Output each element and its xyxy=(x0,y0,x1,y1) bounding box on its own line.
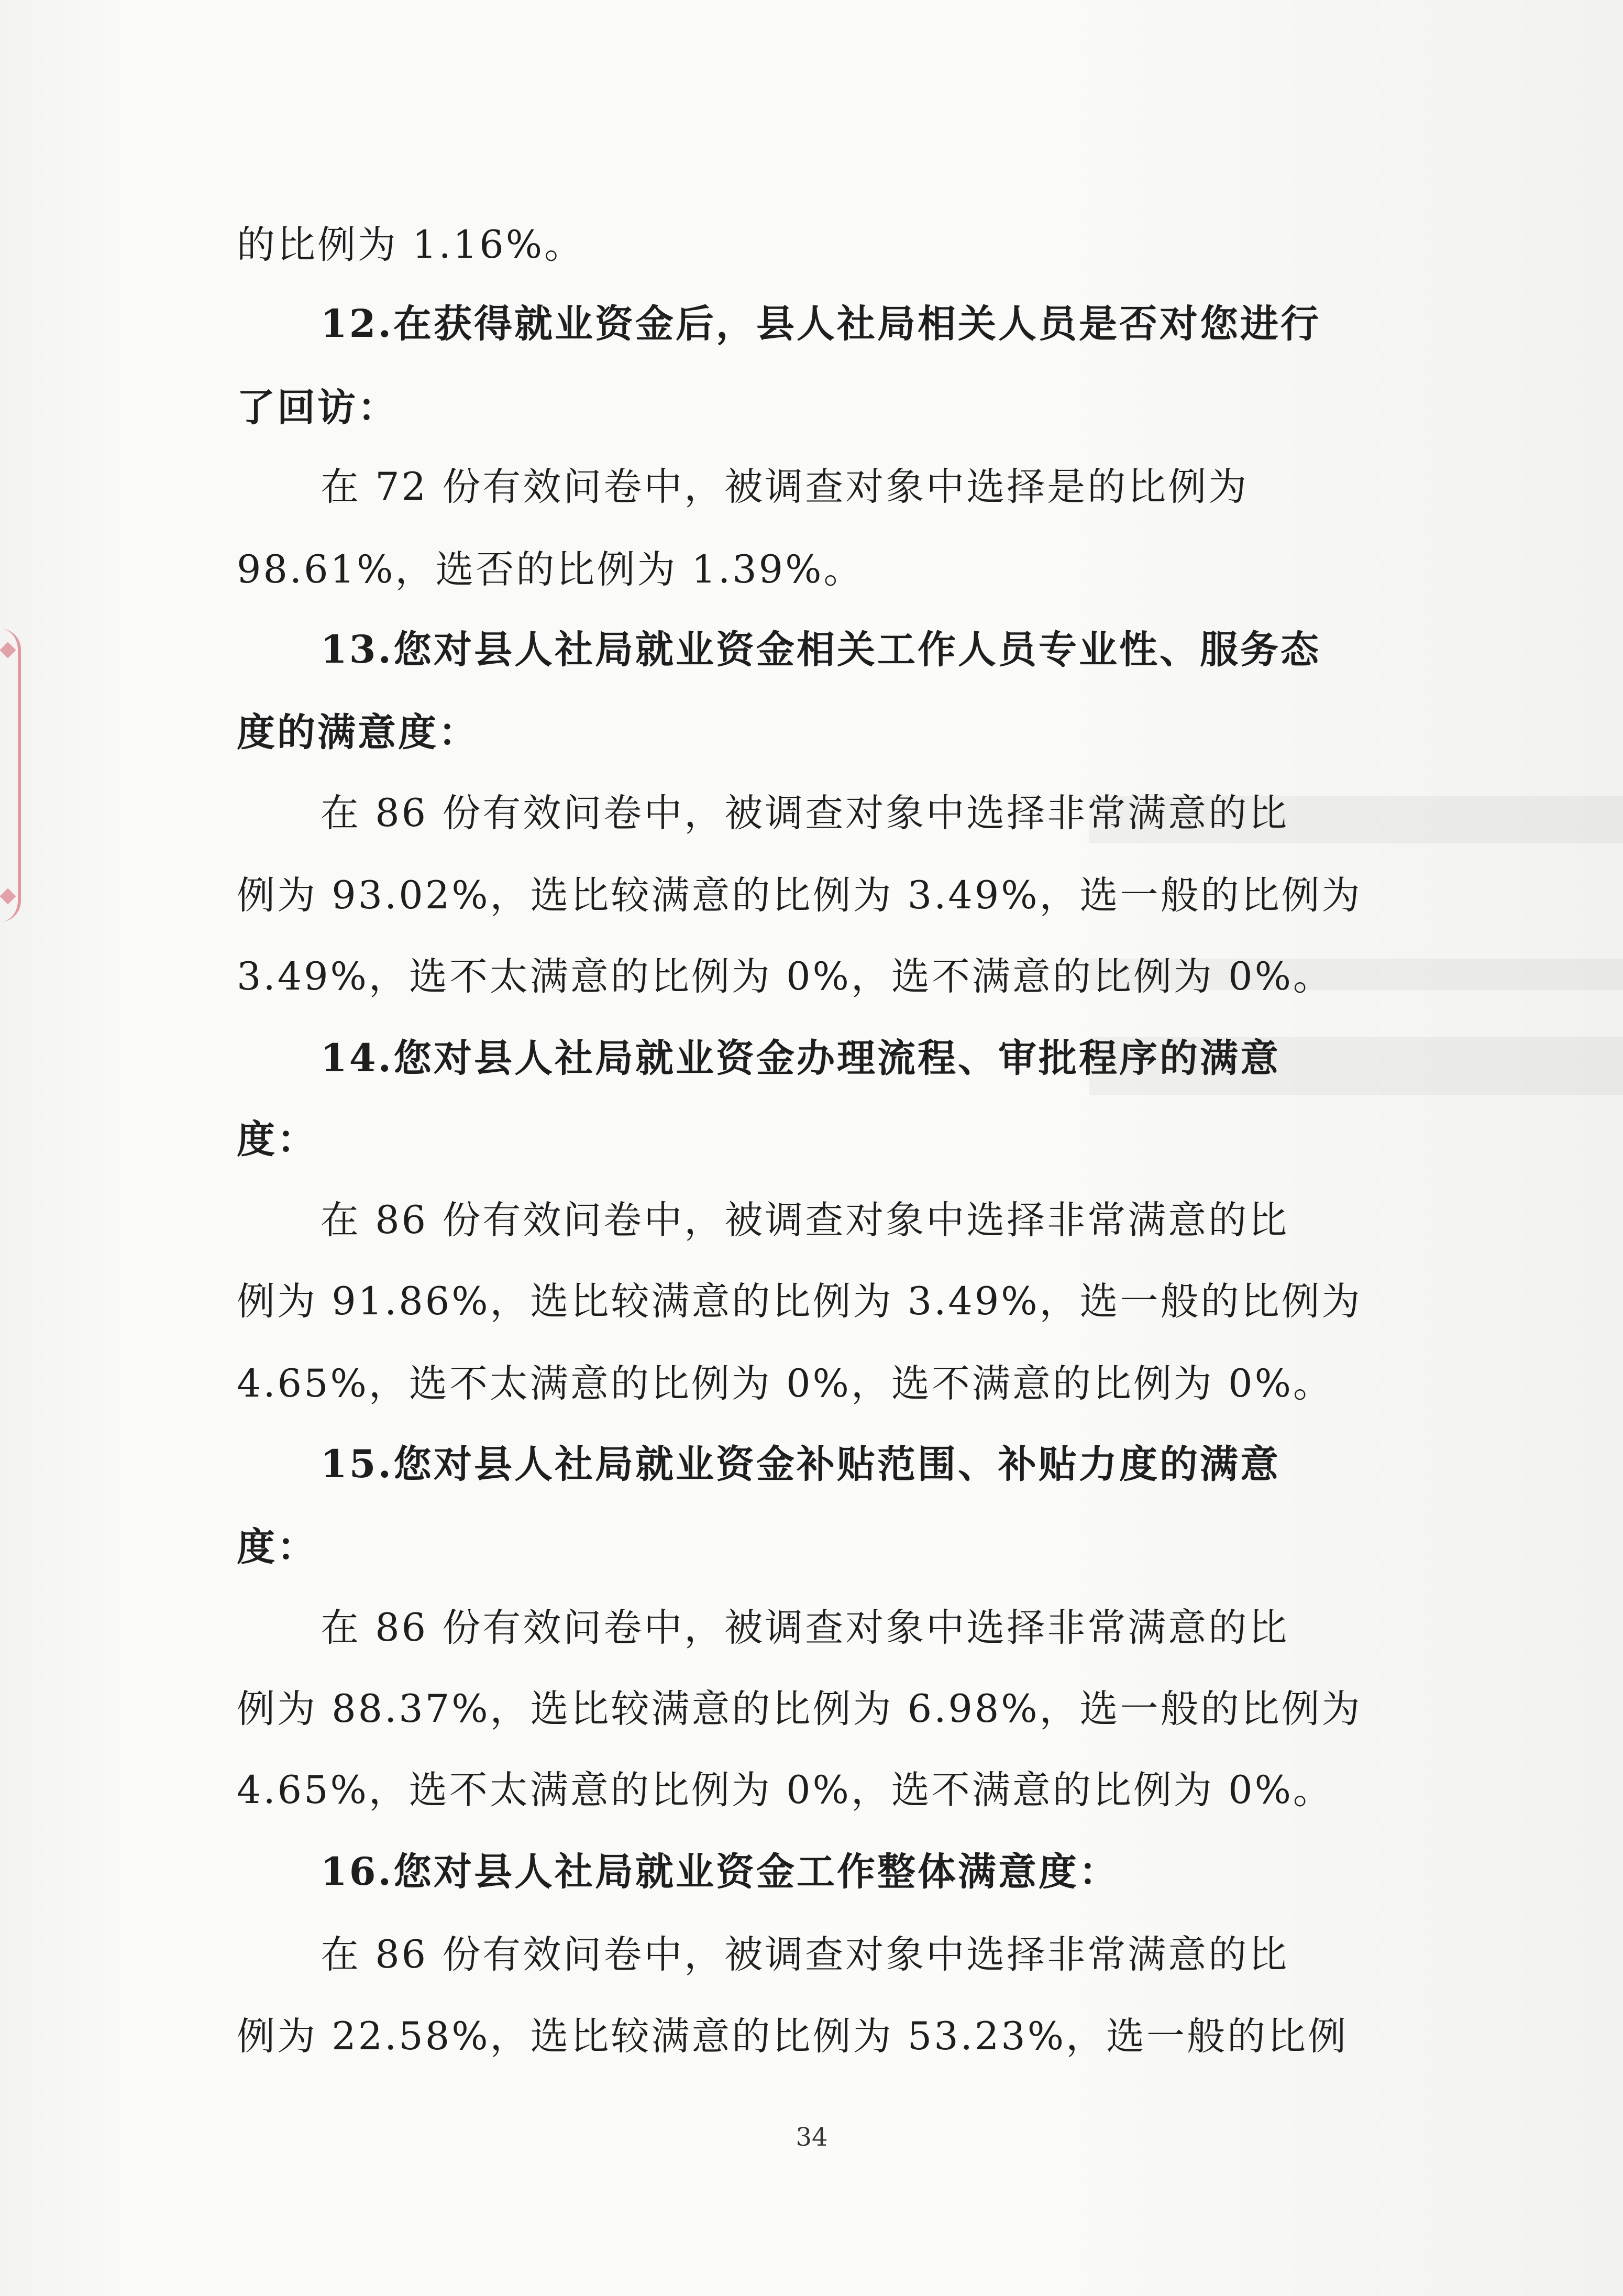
question-heading-16: 16.您对县人社局就业资金工作整体满意度： xyxy=(321,1849,1120,1894)
answer-line: 3.49%，选不太满意的比例为 0%，选不满意的比例为 0%。 xyxy=(237,954,1333,999)
answer-line: 98.61%，选否的比例为 1.39%。 xyxy=(237,547,864,592)
answer-line: 在 86 份有效问卷中，被调查对象中选择非常满意的比 xyxy=(321,1198,1289,1243)
question-heading-15: 15.您对县人社局就业资金补贴范围、补贴力度的满意 xyxy=(321,1442,1281,1487)
answer-line: 在 72 份有效问卷中，被调查对象中选择是的比例为 xyxy=(321,465,1249,509)
question-heading-14: 14.您对县人社局就业资金办理流程、审批程序的满意 xyxy=(321,1036,1281,1081)
red-seal-stamp-edge xyxy=(0,629,21,922)
answer-line: 例为 22.58%，选比较满意的比例为 53.23%，选一般的比例 xyxy=(237,2014,1349,2059)
answer-line: 在 86 份有效问卷中，被调查对象中选择非常满意的比 xyxy=(321,1932,1289,1977)
question-heading-14-cont: 度： xyxy=(237,1117,317,1162)
question-heading-15-cont: 度： xyxy=(237,1524,317,1569)
answer-line: 例为 93.02%，选比较满意的比例为 3.49%，选一般的比例为 xyxy=(237,873,1362,918)
answer-line: 在 86 份有效问卷中，被调查对象中选择非常满意的比 xyxy=(321,791,1289,836)
page-number: 34 xyxy=(796,2123,828,2152)
question-heading-13: 13.您对县人社局就业资金相关工作人员专业性、服务态 xyxy=(321,627,1321,672)
question-heading-12: 12.在获得就业资金后，县人社局相关人员是否对您进行 xyxy=(321,301,1321,346)
paragraph-line: 的比例为 1.16%。 xyxy=(237,223,585,267)
answer-line: 例为 88.37%，选比较满意的比例为 6.98%，选一般的比例为 xyxy=(237,1687,1362,1731)
question-heading-13-cont: 度的满意度： xyxy=(237,710,479,755)
answer-line: 4.65%，选不太满意的比例为 0%，选不满意的比例为 0%。 xyxy=(237,1361,1333,1406)
question-heading-12-cont: 了回访： xyxy=(237,385,398,430)
answer-line: 例为 91.86%，选比较满意的比例为 3.49%，选一般的比例为 xyxy=(237,1279,1362,1324)
answer-line: 在 86 份有效问卷中，被调查对象中选择非常满意的比 xyxy=(321,1606,1289,1650)
answer-line: 4.65%，选不太满意的比例为 0%，选不满意的比例为 0%。 xyxy=(237,1768,1333,1812)
